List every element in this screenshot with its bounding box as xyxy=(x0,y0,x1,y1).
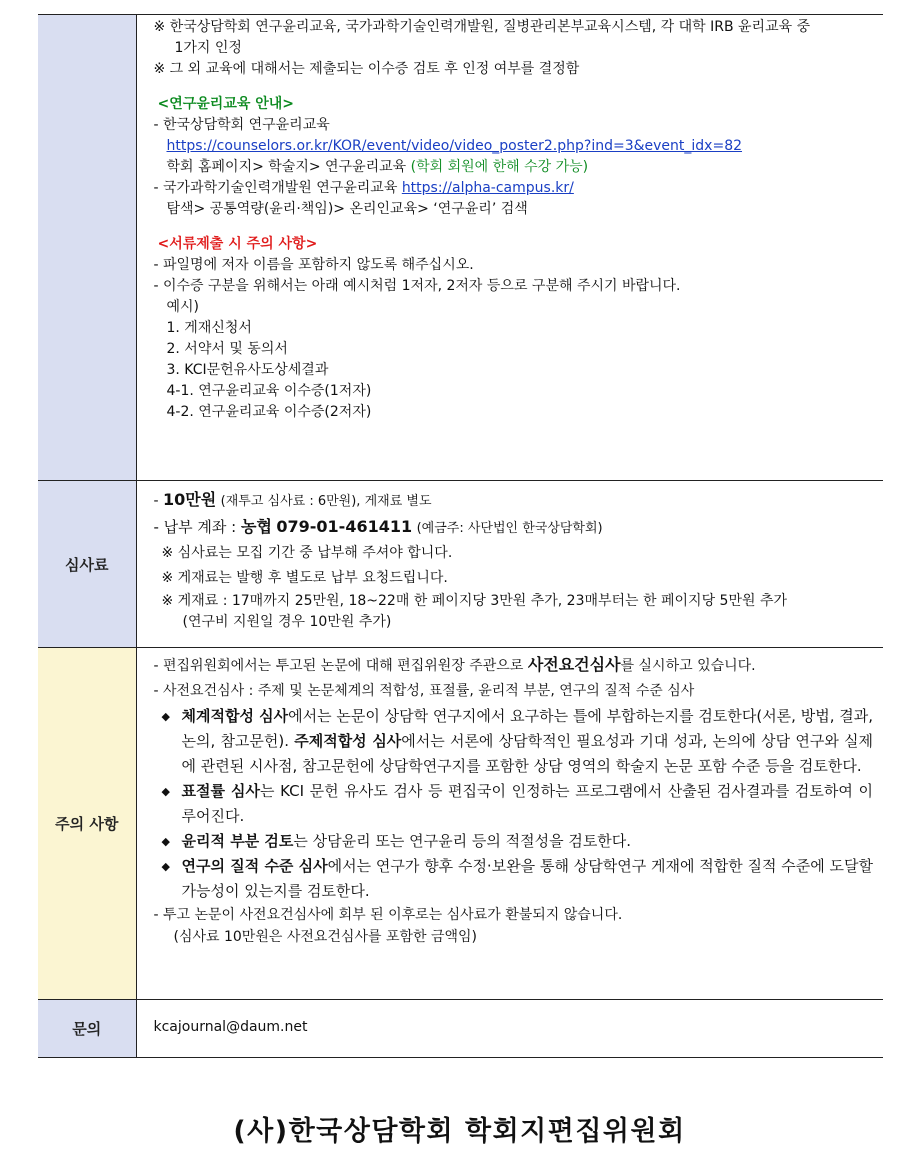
caution-bullet-2 xyxy=(154,779,874,829)
ethics-row-content xyxy=(136,15,883,481)
ethics-item-1-link[interactable]: https://counselors.or.kr/KOR/event/video/video_poster2.php?ind=3&event_idx=82 xyxy=(166,138,743,154)
submit-guide-title: <서류제출 시 주의 사항> xyxy=(157,236,318,252)
caution-bullet-1-text: 에서는 논문이 상담학 연구지에서 요구하는 틀에 부합하는지를 검토한다(서론, 방법, 결과, 논의, 참고문헌). xyxy=(181,707,873,750)
example-item-1: 1. 게재신청서 xyxy=(166,320,252,336)
caution-bullet-3-text: 는 상담윤리 또는 연구윤리 등의 적절성을 검토한다. xyxy=(293,832,632,850)
ethics-item-1-path-text: 학회 홈페이지> 학술지> 연구윤리교육 xyxy=(166,159,407,175)
fee-content xyxy=(136,481,883,648)
caution-bullet-1-bold: 체계적합성 심사 xyxy=(181,707,289,725)
ethics-item-2-text: - 국가과학기술인력개발원 연구윤리교육 xyxy=(153,180,398,196)
example-label: 예시) xyxy=(166,299,200,315)
caution-label: 주의 사항 xyxy=(38,648,136,1000)
fee-amount: 10만원 xyxy=(163,490,217,509)
ethics-item-1-path xyxy=(154,157,874,178)
diamond-bullet-icon: ◆ xyxy=(161,835,170,848)
ethics-guide-title: <연구윤리교육 안내> xyxy=(157,96,295,112)
fee-note-2: ※ 게재료는 발행 후 별도로 납부 요청드립니다. xyxy=(161,570,448,586)
caution-line-2: - 사전요건심사 : 주제 및 논문체계의 적합성, 표절률, 윤리적 부분, 연구의 질적 수준 심사 xyxy=(153,683,695,699)
ethics-note-1: ※ 한국상담학회 연구윤리교육, 국가과학기술인력개발원, 질병관리본부교육시스템, 각 대학 IRB 윤리교육 중 xyxy=(153,19,811,35)
fee-note-1: ※ 심사료는 모집 기간 중 납부해 주셔야 합니다. xyxy=(161,545,453,561)
submit-item-1: - 파일명에 저자 이름을 포함하지 않도록 해주십시오. xyxy=(153,257,474,273)
caution-bullet-1-bold2: 주제적합성 심사 xyxy=(294,732,402,750)
caution-line-3: - 투고 논문이 사전요건심사에 회부 된 이후로는 심사료가 환불되지 않습니다. xyxy=(153,907,623,923)
ethics-note-1-cont: 1가지 인정 xyxy=(174,40,242,56)
fee-amount-prefix: - xyxy=(153,493,164,509)
example-item-4: 4-1. 연구윤리교육 이수증(1저자) xyxy=(166,383,372,399)
caution-line-1-bold: 사전요건심사 xyxy=(527,655,621,674)
caution-bullet-3-bold: 윤리적 부분 검토 xyxy=(181,832,294,850)
ethics-row xyxy=(38,15,883,481)
example-item-3: 3. KCI문헌유사도상세결과 xyxy=(166,362,329,378)
contact-row xyxy=(38,1000,883,1058)
caution-line-1 xyxy=(154,654,874,677)
fee-account-number: 079-01-461411 xyxy=(276,517,413,536)
fee-account-prefix: - 납부 계좌 : xyxy=(153,518,241,536)
ethics-item-2-path: 탐색> 공통역량(윤리·책임)> 온리인교육> ‘연구윤리’ 검색 xyxy=(166,201,528,217)
caution-bullet-1 xyxy=(154,704,874,779)
caution-bullet-1-text2: 에서는 서론에 상담학적인 필요성과 기대 성과, 논의에 상담 연구와 실제에 관련된 시사점, 참고문헌에 상담학연구지를 포함한 상담 영역의 학술지 논문 포함 수준 등을 검토한다. xyxy=(181,732,873,775)
ethics-note-2: ※ 그 외 교육에 대해서는 제출되는 이수증 검토 후 인정 여부를 결정함 xyxy=(153,61,580,77)
contact-label: 문의 xyxy=(38,1000,136,1058)
fee-account-bank: 농협 xyxy=(241,517,272,536)
fee-note-3: ※ 게재료 : 17매까지 25만원, 18~22매 한 페이지당 3만원 추가, 23매부터는 한 페이지당 5만원 추가 xyxy=(161,593,788,609)
caution-bullet-4-bold: 연구의 질적 수준 심사 xyxy=(181,857,328,875)
example-item-5: 4-2. 연구윤리교육 이수증(2저자) xyxy=(166,404,372,420)
info-table xyxy=(38,14,883,1058)
fee-row xyxy=(38,481,883,648)
footer-title: (사)한국상담학회 학회지편집위원회 xyxy=(233,1116,686,1147)
caution-content xyxy=(136,648,883,1000)
caution-line-3b: (심사료 10만원은 사전요건심사를 포함한 금액임) xyxy=(173,929,477,945)
diamond-bullet-icon: ◆ xyxy=(161,710,170,723)
ethics-item-1-note: (학회 회원에 한해 수강 가능) xyxy=(410,159,589,175)
caution-line-1-pre: - 편집위원회에서는 투고된 논문에 대해 편집위원장 주관으로 xyxy=(153,658,528,674)
submit-item-2: - 이수증 구분을 위해서는 아래 예시처럼 1저자, 2저자 등으로 구분해 주시기 바랍니다. xyxy=(153,278,681,294)
contact-email[interactable]: kcajournal@daum.net xyxy=(136,1000,883,1058)
ethics-item-1: - 한국상담학회 연구윤리교육 xyxy=(153,117,330,133)
diamond-bullet-icon: ◆ xyxy=(161,785,170,798)
caution-bullet-2-bold: 표절률 심사 xyxy=(181,782,261,800)
caution-bullet-3 xyxy=(154,829,874,854)
fee-account-holder: (예금주: 사단법인 한국상담학회) xyxy=(416,521,603,536)
caution-bullet-4-text: 에서는 연구가 향후 수정·보완을 통해 상담학연구 게재에 적합한 질적 수준에 도달할 가능성이 있는지를 검토한다. xyxy=(181,857,873,900)
caution-bullet-2-text: 는 KCI 문헌 유사도 검사 등 편집국이 인정하는 프로그램에서 산출된 검사결과를 검토하여 이루어진다. xyxy=(181,782,873,825)
caution-bullet-4 xyxy=(154,854,874,904)
ethics-item-2 xyxy=(154,178,874,199)
ethics-item-2-link[interactable]: https://alpha-campus.kr/ xyxy=(401,180,574,196)
fee-note-3b: (연구비 지원일 경우 10만원 추가) xyxy=(182,614,392,630)
diamond-bullet-icon: ◆ xyxy=(161,860,170,873)
caution-row xyxy=(38,648,883,1000)
caution-line-1-post: 를 실시하고 있습니다. xyxy=(620,658,756,674)
fee-amount-note: (재투고 심사료 : 6만원), 게재료 별도 xyxy=(220,494,432,509)
fee-amount-line xyxy=(154,487,874,514)
ethics-row-label xyxy=(38,15,136,481)
example-item-2: 2. 서약서 및 동의서 xyxy=(166,341,288,357)
fee-label: 심사료 xyxy=(38,481,136,648)
fee-account-line xyxy=(154,514,874,541)
caution-bullet-list xyxy=(154,704,874,904)
